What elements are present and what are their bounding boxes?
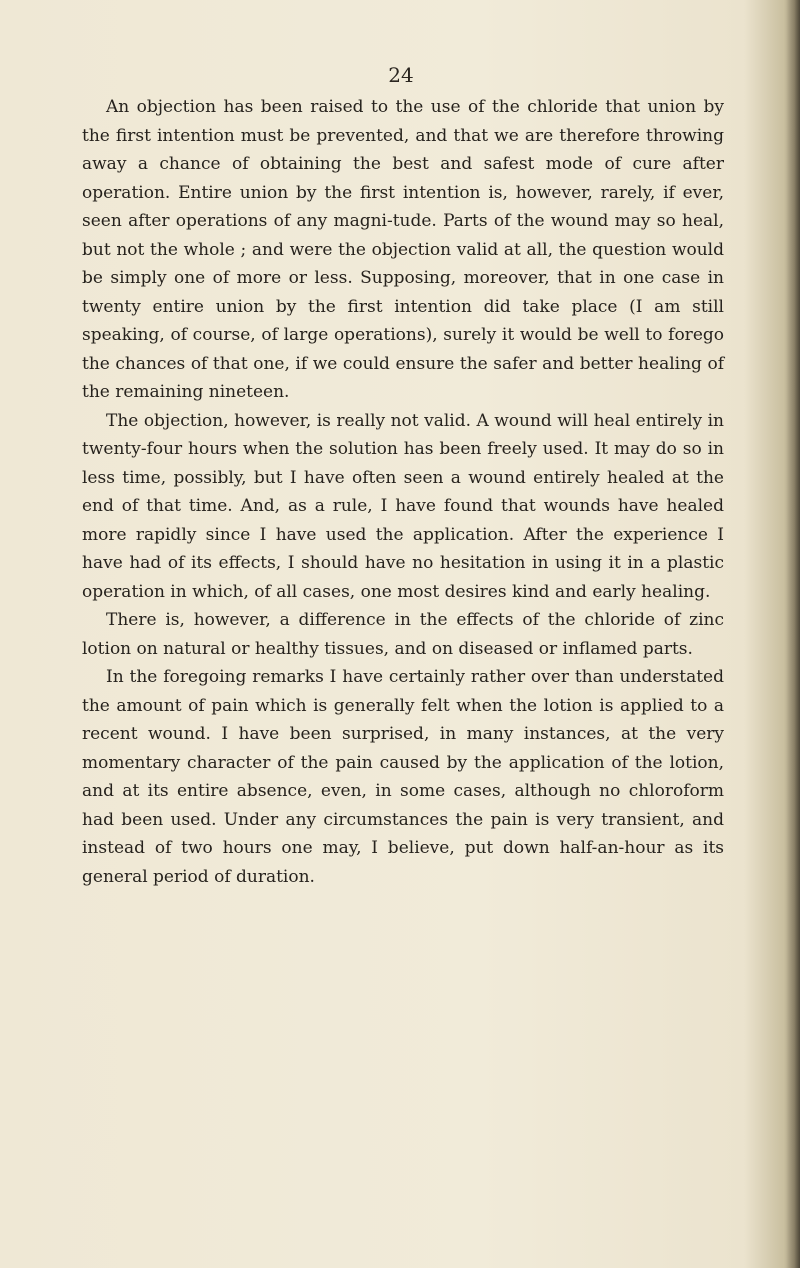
paragraph-1: An objection has been raised to the use of the chloride that union by the first intention must be prevented, and that we are therefore throwing away a chance of obtaining the best and safest mode of cure after operation. Entire union by the first intention is, however, rarely, if ever, seen after operations of any magni-tude. Parts of the wound may so heal, but not the whole ; and were the objection valid at all, the question would be simply one of more or less. Supposing, moreover, that in one case in twenty entire union by the first intention did take place (I am still speaking, of course, of large operations), surely it would be well to forego the chances of that one, if we could ensure the safer and better healing of the remaining nineteen. [82, 97, 724, 402]
paragraph-3: There is, however, a difference in the effects of the chloride of zinc lotion on natural or healthy tissues, and on diseased or inflamed parts. [82, 610, 724, 659]
body-text [82, 93, 724, 891]
paragraph-2: The objection, however, is really not valid. A wound will heal entirely in twenty-four hours when the solution has been freely used. It may do so in less time, possibly, but I have often seen a wound entirely healed at the end of that time. And, as a rule, I have found that wounds have healed more rapidly since I have used the application. After the experience I have had of its effects, I should have no hesitation in using it in a plastic operation in which, of all cases, one most desires kind and early healing. [82, 410, 724, 602]
page-number: 24 [388, 63, 414, 87]
paragraph-4: In the foregoing remarks I have certainly rather over than understated the amount of pain which is generally felt when the lotion is applied to a recent wound. I have been surprised, in many instances, at the very momentary character of the pain caused by the application of the lotion, and at its entire absence, even, in some cases, although no chloroform had been used. Under any circumstances the pain is very transient, and instead of two hours one may, I believe, put down half-an-hour as its general period of duration. [82, 667, 724, 887]
page-edge-shadow [786, 0, 800, 1268]
